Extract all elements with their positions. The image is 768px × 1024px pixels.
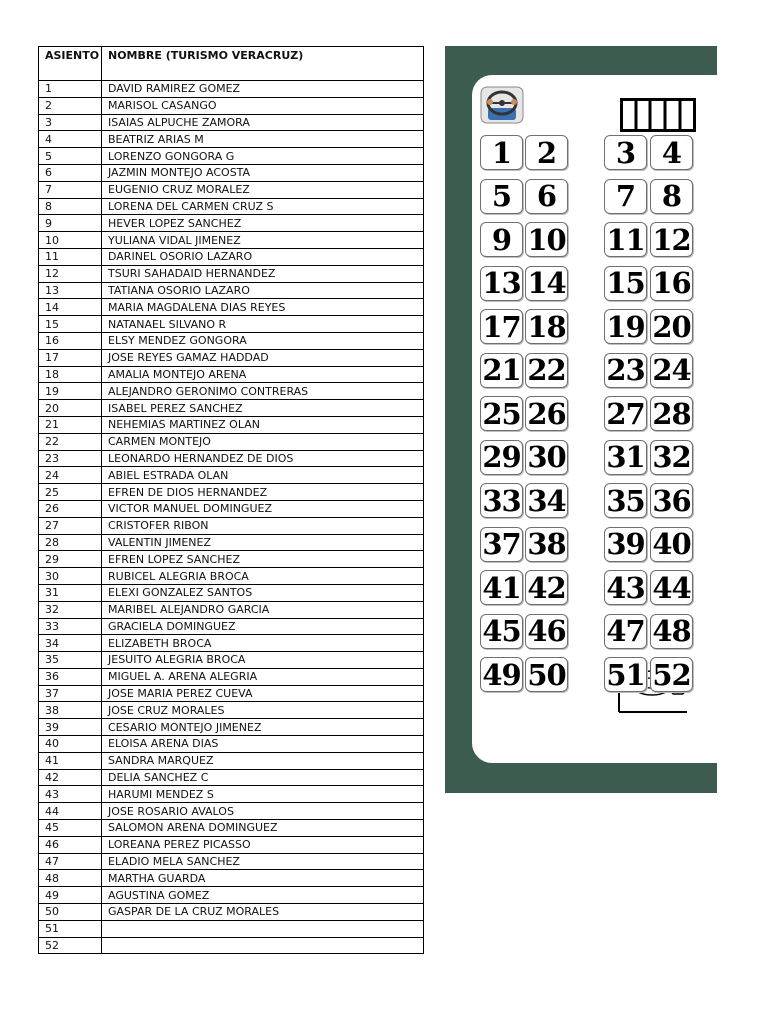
passenger-name-cell: ELIZABETH BROCA [102, 635, 424, 652]
table-row [39, 584, 424, 601]
seat-number-cell: 11 [39, 248, 102, 265]
passenger-name-cell: VALENTIN JIMENEZ [102, 534, 424, 551]
passenger-name-cell: DELIA SANCHEZ C [102, 769, 424, 786]
passenger-name-cell: EFREN LOPEZ SANCHEZ [102, 551, 424, 568]
seat-48[interactable]: 48 [650, 614, 693, 649]
passenger-name-cell: TATIANA OSORIO LAZARO [102, 282, 424, 299]
seat-number-cell: 7 [39, 181, 102, 198]
seat-number-cell: 2 [39, 97, 102, 114]
table-row [39, 601, 424, 618]
table-row [39, 618, 424, 635]
seat-5[interactable]: 5 [480, 179, 523, 214]
seat-8[interactable]: 8 [650, 179, 693, 214]
seat-47[interactable]: 47 [604, 614, 647, 649]
passenger-name-cell: HEVER LOPEZ SANCHEZ [102, 215, 424, 232]
passenger-name-cell: ELADIO MELA SANCHEZ [102, 853, 424, 870]
passenger-name-cell: AMALIA MONTEJO ARENA [102, 366, 424, 383]
table-row [39, 282, 424, 299]
passenger-name-cell: JOSE CRUZ MORALES [102, 702, 424, 719]
seat-number-cell: 16 [39, 332, 102, 349]
seat-number-cell: 30 [39, 568, 102, 585]
seat-24[interactable]: 24 [650, 353, 693, 388]
seat-number-cell: 8 [39, 198, 102, 215]
table-row [39, 702, 424, 719]
table-row [39, 131, 424, 148]
table-row [39, 316, 424, 333]
passenger-name-cell: JOSE MARIA PEREZ CUEVA [102, 685, 424, 702]
passenger-name-cell: MARISOL CASANGO [102, 97, 424, 114]
table-row [39, 752, 424, 769]
seat-33[interactable]: 33 [480, 483, 523, 518]
table-row [39, 248, 424, 265]
passenger-name-cell: ALEJANDRO GERONIMO CONTRERAS [102, 383, 424, 400]
seat-number-cell: 41 [39, 752, 102, 769]
seat-46[interactable]: 46 [525, 614, 568, 649]
bus-seat-map [445, 46, 717, 793]
seat-number-cell: 31 [39, 584, 102, 601]
seat-number-cell: 35 [39, 652, 102, 669]
table-row [39, 803, 424, 820]
table-row [39, 400, 424, 417]
seat-6[interactable]: 6 [525, 179, 568, 214]
table-row [39, 450, 424, 467]
seat-number-cell: 22 [39, 433, 102, 450]
passenger-name-cell: ABIEL ESTRADA OLAN [102, 467, 424, 484]
passenger-name-cell: GASPAR DE LA CRUZ MORALES [102, 904, 424, 921]
table-row [39, 349, 424, 366]
passenger-name-cell: MARIBEL ALEJANDRO GARCIA [102, 601, 424, 618]
passenger-name-cell: SANDRA MARQUEZ [102, 752, 424, 769]
seat-number-cell: 52 [39, 937, 102, 954]
seat-36[interactable]: 36 [650, 483, 693, 518]
seat-number-cell: 13 [39, 282, 102, 299]
passenger-name-cell: ELSY MENDEZ GONGORA [102, 332, 424, 349]
table-row [39, 433, 424, 450]
seat-number-cell: 49 [39, 887, 102, 904]
seat-number-cell: 3 [39, 114, 102, 131]
passenger-name-cell [102, 937, 424, 954]
seat-number-cell: 5 [39, 148, 102, 165]
steering-wheel-icon [480, 86, 524, 124]
table-row [39, 652, 424, 669]
passenger-name-cell: CESARIO MONTEJO JIMENEZ [102, 719, 424, 736]
seat-number-cell: 46 [39, 836, 102, 853]
seat-1[interactable]: 1 [480, 135, 523, 170]
seat-34[interactable]: 34 [525, 483, 568, 518]
passenger-name-cell: NATANAEL SILVANO R [102, 316, 424, 333]
seat-45[interactable]: 45 [480, 614, 523, 649]
seat-16[interactable]: 16 [650, 266, 693, 301]
seat-number-cell: 1 [39, 81, 102, 98]
table-row [39, 232, 424, 249]
table-row [39, 853, 424, 870]
table-row [39, 215, 424, 232]
seat-number-cell: 6 [39, 164, 102, 181]
seat-10[interactable]: 10 [525, 222, 568, 257]
seat-number-cell: 19 [39, 383, 102, 400]
seat-4[interactable]: 4 [650, 135, 693, 170]
seat-number-cell: 44 [39, 803, 102, 820]
seat-number-cell: 29 [39, 551, 102, 568]
seat-number-cell: 24 [39, 467, 102, 484]
passenger-name-cell: YULIANA VIDAL JIMENEZ [102, 232, 424, 249]
table-row [39, 383, 424, 400]
table-row [39, 568, 424, 585]
seat-26[interactable]: 26 [525, 396, 568, 431]
seat-number-cell: 39 [39, 719, 102, 736]
seat-28[interactable]: 28 [650, 396, 693, 431]
passenger-name-cell: TSURI SAHADAID HERNANDEZ [102, 265, 424, 282]
seat-11[interactable]: 11 [604, 222, 647, 257]
table-body [39, 81, 424, 954]
table-row [39, 769, 424, 786]
seat-25[interactable]: 25 [480, 396, 523, 431]
table-row [39, 500, 424, 517]
passenger-name-cell: AGUSTINA GOMEZ [102, 887, 424, 904]
table-row [39, 114, 424, 131]
seat-41[interactable]: 41 [480, 570, 523, 605]
passenger-name-cell: SALOMON ARENA DOMINGUEZ [102, 820, 424, 837]
seat-number-cell: 50 [39, 904, 102, 921]
table-header-row [39, 47, 424, 81]
seat-42[interactable]: 42 [525, 570, 568, 605]
seat-39[interactable]: 39 [604, 527, 647, 562]
seat-number-cell: 51 [39, 920, 102, 937]
seat-number-cell: 36 [39, 668, 102, 685]
seat-49[interactable]: 49 [480, 657, 523, 692]
passenger-name-cell: MIGUEL A. ARENA ALEGRIA [102, 668, 424, 685]
seat-29[interactable]: 29 [480, 440, 523, 475]
seat-number-cell: 37 [39, 685, 102, 702]
table-row [39, 198, 424, 215]
seat-number-cell: 45 [39, 820, 102, 837]
seat-number-cell: 21 [39, 416, 102, 433]
seat-51[interactable]: 51 [604, 657, 647, 692]
table-row [39, 81, 424, 98]
table-row [39, 148, 424, 165]
passenger-name-cell: ELOISA ARENA DIAS [102, 736, 424, 753]
seat-3[interactable]: 3 [604, 135, 647, 170]
header-name: NOMBRE (TURISMO VERACRUZ) [102, 47, 424, 81]
seat-2[interactable]: 2 [525, 135, 568, 170]
passenger-name-cell: JESUITO ALEGRIA BROCA [102, 652, 424, 669]
seat-number-cell: 17 [39, 349, 102, 366]
passenger-name-cell: JOSE ROSARIO AVALOS [102, 803, 424, 820]
seat-43[interactable]: 43 [604, 570, 647, 605]
seat-37[interactable]: 37 [480, 527, 523, 562]
passenger-name-cell: LEONARDO HERNANDEZ DE DIOS [102, 450, 424, 467]
seat-number-cell: 12 [39, 265, 102, 282]
passenger-name-cell: HARUMI MENDEZ S [102, 786, 424, 803]
passenger-name-cell: NEHEMIAS MARTINEZ OLAN [102, 416, 424, 433]
table-row [39, 551, 424, 568]
seat-number-cell: 34 [39, 635, 102, 652]
seat-17[interactable]: 17 [480, 309, 523, 344]
passenger-name-cell: JAZMIN MONTEJO ACOSTA [102, 164, 424, 181]
passenger-name-cell: ELEXI GONZALEZ SANTOS [102, 584, 424, 601]
table-row [39, 467, 424, 484]
seat-30[interactable]: 30 [525, 440, 568, 475]
passenger-name-cell: LORENA DEL CARMEN CRUZ S [102, 198, 424, 215]
seat-number-cell: 47 [39, 853, 102, 870]
table-row [39, 97, 424, 114]
table-row [39, 484, 424, 501]
passenger-name-cell: EUGENIO CRUZ MORALEZ [102, 181, 424, 198]
seat-number-cell: 38 [39, 702, 102, 719]
table-row [39, 366, 424, 383]
seat-18[interactable]: 18 [525, 309, 568, 344]
seat-40[interactable]: 40 [650, 527, 693, 562]
seat-number-cell: 14 [39, 299, 102, 316]
table-row [39, 887, 424, 904]
seat-35[interactable]: 35 [604, 483, 647, 518]
passenger-name-cell: BEATRIZ ARIAS M [102, 131, 424, 148]
passenger-name-cell: MARTHA GUARDA [102, 870, 424, 887]
passenger-name-cell: CRISTOFER RIBON [102, 517, 424, 534]
table-row [39, 870, 424, 887]
passenger-name-cell: VICTOR MANUEL DOMINGUEZ [102, 500, 424, 517]
table-row [39, 265, 424, 282]
table-row [39, 164, 424, 181]
passenger-table [38, 46, 424, 954]
seat-number-cell: 26 [39, 500, 102, 517]
seat-number-cell: 4 [39, 131, 102, 148]
seat-number-cell: 15 [39, 316, 102, 333]
seat-number-cell: 48 [39, 870, 102, 887]
seat-21[interactable]: 21 [480, 353, 523, 388]
table-row [39, 635, 424, 652]
passenger-name-cell: EFREN DE DIOS HERNANDEZ [102, 484, 424, 501]
seat-number-cell: 42 [39, 769, 102, 786]
bus-floor [472, 75, 717, 763]
passenger-name-cell: ISAIAS ALPUCHE ZAMORA [102, 114, 424, 131]
passenger-name-cell: GRACIELA DOMINGUEZ [102, 618, 424, 635]
seat-14[interactable]: 14 [525, 266, 568, 301]
table-row [39, 904, 424, 921]
seat-12[interactable]: 12 [650, 222, 693, 257]
passenger-name-cell: JOSE REYES GAMAZ HADDAD [102, 349, 424, 366]
table-row [39, 836, 424, 853]
table-row [39, 820, 424, 837]
table-row [39, 920, 424, 937]
passenger-name-cell: LORENZO GONGORA G [102, 148, 424, 165]
passenger-name-cell: ISABEL PEREZ SANCHEZ [102, 400, 424, 417]
seat-number-cell: 18 [39, 366, 102, 383]
table-row [39, 937, 424, 954]
seat-38[interactable]: 38 [525, 527, 568, 562]
seat-number-cell: 20 [39, 400, 102, 417]
seat-15[interactable]: 15 [604, 266, 647, 301]
table-row [39, 719, 424, 736]
seat-number-cell: 23 [39, 450, 102, 467]
seat-44[interactable]: 44 [650, 570, 693, 605]
table-row [39, 416, 424, 433]
seat-32[interactable]: 32 [650, 440, 693, 475]
table-row [39, 685, 424, 702]
passenger-name-cell: LOREANA PEREZ PICASSO [102, 836, 424, 853]
seat-31[interactable]: 31 [604, 440, 647, 475]
table-row [39, 332, 424, 349]
passenger-name-cell [102, 920, 424, 937]
seat-20[interactable]: 20 [650, 309, 693, 344]
door-icon [620, 98, 696, 132]
passenger-name-cell: MARIA MAGDALENA DIAS REYES [102, 299, 424, 316]
seat-27[interactable]: 27 [604, 396, 647, 431]
seat-number-cell: 32 [39, 601, 102, 618]
seat-7[interactable]: 7 [604, 179, 647, 214]
table-row [39, 299, 424, 316]
table-row [39, 181, 424, 198]
seat-number-cell: 40 [39, 736, 102, 753]
passenger-name-cell: DAVID RAMIREZ GOMEZ [102, 81, 424, 98]
seat-number-cell: 43 [39, 786, 102, 803]
passenger-name-cell: CARMEN MONTEJO [102, 433, 424, 450]
seat-13[interactable]: 13 [480, 266, 523, 301]
seat-number-cell: 10 [39, 232, 102, 249]
table-row [39, 534, 424, 551]
table-row [39, 736, 424, 753]
seat-number-cell: 9 [39, 215, 102, 232]
seat-22[interactable]: 22 [525, 353, 568, 388]
header-seat: ASIENTO [39, 47, 102, 81]
seat-9[interactable]: 9 [480, 222, 523, 257]
seat-number-cell: 27 [39, 517, 102, 534]
seat-19[interactable]: 19 [604, 309, 647, 344]
seat-23[interactable]: 23 [604, 353, 647, 388]
seat-52[interactable]: 52 [650, 657, 693, 692]
passenger-name-cell: DARINEL OSORIO LAZARO [102, 248, 424, 265]
passenger-name-cell: RUBICEL ALEGRIA BROCA [102, 568, 424, 585]
seat-50[interactable]: 50 [525, 657, 568, 692]
table-row [39, 786, 424, 803]
table-row [39, 668, 424, 685]
seat-number-cell: 28 [39, 534, 102, 551]
seat-number-cell: 25 [39, 484, 102, 501]
seat-number-cell: 33 [39, 618, 102, 635]
table-row [39, 517, 424, 534]
